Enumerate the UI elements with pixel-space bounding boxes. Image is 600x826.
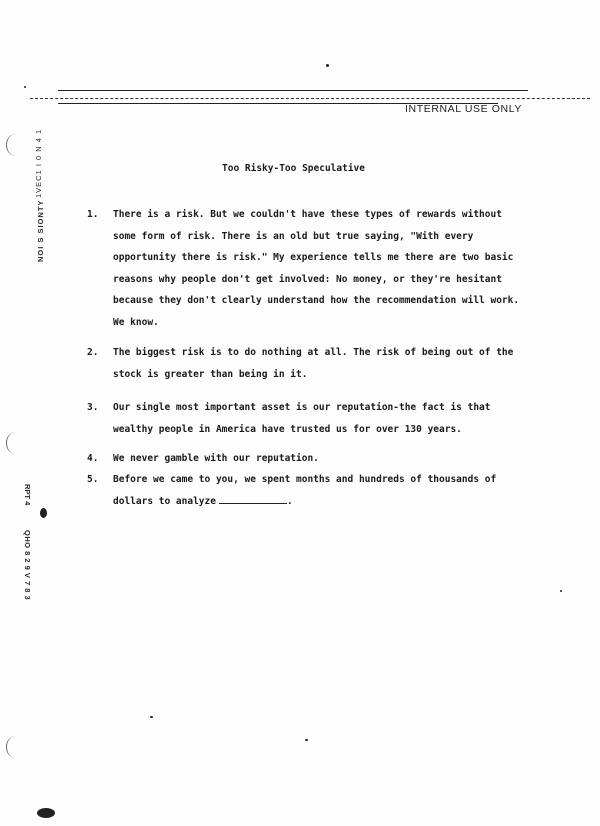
- list-item-number: 4.: [87, 453, 99, 464]
- scan-speck: [37, 808, 55, 818]
- list-item: [87, 342, 557, 385]
- list-item-text-tail: .: [286, 495, 293, 507]
- fill-in-blank: [219, 494, 287, 504]
- top-rule-dashed: [30, 98, 590, 99]
- list-item-text: There is a risk. But we couldn't have these types of rewards without some form of risk. There is an old but true saying, "With every opportunity there is risk." My experience tells me there are two basic reasons why people don't get involved: No money, or they're hesitant because they don't clearly understand how the recommendation will work. We know.: [113, 209, 520, 328]
- list-item-text: The biggest risk is to do nothing at all. The risk of being out of the stock is greater than being in it.: [113, 347, 514, 380]
- list-item-text: Our single most important asset is our reputation-the fact is that wealthy people in America have trusted us for over 130 years.: [113, 402, 491, 435]
- list-item: [87, 448, 557, 470]
- list-item-number: 2.: [87, 347, 99, 358]
- margin-stamp-mid: NOI S SIONTY: [36, 199, 45, 262]
- internal-use-label: INTERNAL USE ONLY: [405, 103, 522, 115]
- document-title: Too Risky-Too Speculative: [222, 163, 365, 174]
- list-item-number: 1.: [87, 209, 99, 220]
- punch-hole-shadow: [6, 432, 25, 454]
- scan-speck: [150, 716, 153, 718]
- top-rule: [58, 90, 528, 91]
- scan-speck: [40, 508, 47, 518]
- list-item-number: 3.: [87, 402, 99, 413]
- list-item: [87, 204, 557, 333]
- list-item: [87, 469, 557, 512]
- scan-speck: [326, 64, 329, 67]
- list-item: [87, 397, 557, 440]
- punch-hole-shadow: [6, 736, 25, 758]
- list-item-text-body: Before we came to you, we spent months and hundreds of thousands of dollars to analyze: [113, 474, 497, 507]
- punch-hole-shadow: [6, 134, 25, 156]
- list-item-number: 5.: [87, 474, 99, 485]
- list-item-text: We never gamble with our reputation.: [113, 453, 319, 464]
- margin-stamp-lower-1: RPT 4: [23, 484, 32, 506]
- margin-stamp-lower-2: QHO 8 2 9 V 7 8 3: [23, 530, 32, 601]
- list-item-text: [113, 469, 557, 512]
- scan-speck: [560, 590, 562, 592]
- scan-speck: [24, 86, 26, 88]
- margin-stamp-top: 1VEC1 I 0 N 4 1: [34, 128, 43, 198]
- scan-speck: [305, 739, 308, 741]
